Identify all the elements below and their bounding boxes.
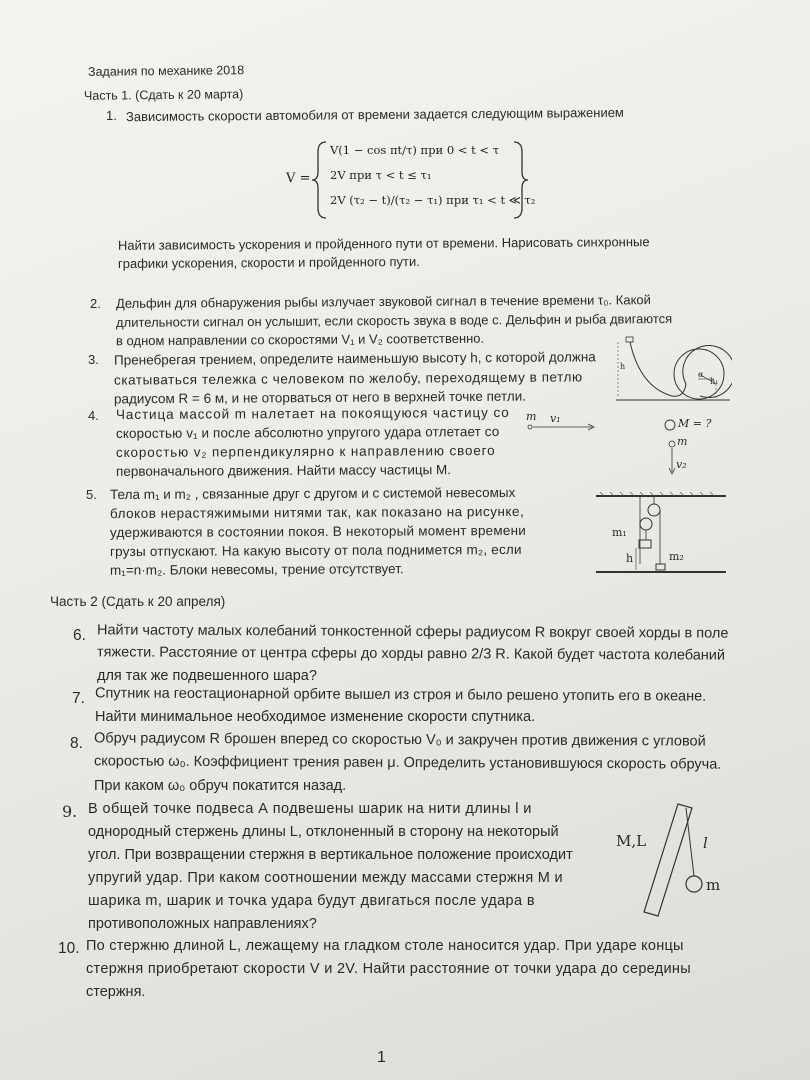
problem-text-line: скоростью v₂ перпендикулярно к направлению своего [115, 443, 496, 460]
collision-m2-label: m [677, 435, 688, 448]
collision-m-label: m [526, 410, 537, 423]
formula-lhs: V = [286, 171, 311, 186]
collision-v1-label: v₁ [550, 412, 561, 425]
problem-number: 6. [73, 627, 86, 644]
problem-number: 7. [72, 690, 85, 707]
pulley-m2-label: m₂ [669, 550, 684, 563]
problem-text-line: первоначального движения. Найти массу частицы M. [115, 462, 452, 479]
loop-h-label: h [620, 362, 626, 371]
problem-text-line: удерживаются в состоянии покоя. В некоторый момент времени [109, 522, 527, 541]
pulley-h-label: h [626, 552, 634, 565]
problem-text-line: стержня. [86, 984, 146, 1000]
problem-text-line: Найти минимальное необходимое изменение скорости спутника. [95, 709, 536, 725]
pendulum-drawing [616, 798, 736, 922]
problem-text-line: В общей точке подвеса А подвешены шарик на нити длины l и [88, 801, 532, 817]
problem-text-line: При каком ω₀ обруч покатится назад. [94, 778, 347, 794]
pendulum-figure [616, 798, 736, 922]
problem-text-line: стержня приобретают скорости V и 2V. Найти расстояние от точки удара до середины [86, 961, 691, 977]
problem-number: 10. [58, 940, 80, 957]
problem-text-line: упругий удар. При каком соотношении между массами стержня M и [88, 870, 563, 886]
pendulum-m-label: m [706, 876, 721, 894]
problem-text-line: Частица массой m налетает на покоящуюся частицу со [115, 404, 510, 423]
loop-track-drawing [612, 332, 732, 412]
problem-number: 8. [70, 735, 83, 752]
problem-text-line: Найти частоту малых колебаний тонкостенной сферы радиусом R вокруг своей хорды в поле [96, 622, 729, 642]
loop-alpha-label: α [698, 370, 704, 379]
problem-text-line: скатываться тележка с человеком по желобу, переходящему в петлю [113, 369, 583, 388]
problem-text-line: грузы отпускают. На какую высоту от пола поднимется m₂, если [109, 541, 522, 560]
formula-row-2: 2V при τ < t ≤ τ₁ [330, 168, 432, 182]
loop-figure [612, 332, 732, 412]
problem-text-line: Спутник на геостационарной орбите вышел из строя и было решено утопить его в океане. [94, 685, 707, 705]
problem-text-line: противоположных направлениях? [88, 916, 317, 932]
problem-text-line: длительности сигнал он услышит, если скорость звука в воде c. Дельфин и рыба двигаются [115, 311, 673, 330]
pulley-figure [594, 488, 734, 580]
document-title: Задания по механике 2018 [87, 63, 245, 79]
problem-number: 4. [88, 408, 99, 423]
problem-number: 1. [106, 108, 117, 123]
problem-text-line: m₁=n·m₂. Блоки невесомы, трение отсутствует. [109, 561, 404, 578]
formula-row-1: V(1 − cos πt/τ) при 0 < t < τ [330, 143, 500, 157]
problem-text-line: По стержню длиной L, лежащему на гладком столе наносится удар. При ударе концы [86, 938, 684, 954]
problem-text-line: для так же подвешенного шара? [97, 668, 317, 684]
problem-text-line: Зависимость скорости автомобиля от времени задается следующим выражением [125, 104, 624, 125]
problem-number: 9. [62, 802, 78, 821]
problem-text-line: Обруч радиусом R брошен вперед со скоростью V₀ и закручен против движения с угловой [93, 730, 706, 750]
problem-text-line: Найти зависимость ускорения и пройденного пути от времени. Нарисовать синхронные [117, 234, 650, 253]
problem-text-line: радиусом R = 6 м, и не оторваться от него в верхней точке петли. [113, 388, 527, 407]
problem-text-line: Пренебрегая трением, определите наименьшую высоту h, с которой должна [113, 349, 596, 368]
problem-text-line: графики ускорения, скорости и пройденного пути. [117, 253, 420, 272]
problem-text-line: скоростью ω₀. Коэффициент трения равен μ. Определить установившуюся скорость обруча. [93, 753, 722, 773]
collision-M-label: M = ? [678, 417, 712, 430]
collision-figure [524, 410, 734, 480]
problem-text-line: Тела m₁ и m₂ , связанные друг с другом и с системой невесомых [109, 484, 516, 503]
part1-heading: Часть 1. (Сдать к 20 марта) [83, 87, 244, 103]
problem-text-line: тяжести. Расстояние от центра сферы до хорды равно 2/3 R. Какой будет частота колебаний [96, 644, 726, 664]
problem-text-line: однородный стержень длины L, отклоненный в сторону на некоторый [88, 824, 559, 840]
part2-heading: Часть 2 (Сдать к 20 апреля) [50, 594, 226, 609]
pulley-m1-label: m₁ [612, 526, 627, 539]
problem-text-line: угол. При возвращении стержня в вертикальное положение происходит [88, 847, 573, 863]
collision-v2-label: v₂ [676, 458, 687, 471]
problem-text-line: шарика m, шарик и точка удара будут двигаться после удара в [88, 893, 536, 909]
pendulum-l-label: l [703, 834, 708, 852]
problem-text-line: в одном направлении со скоростями V₁ и V₂ соответственно. [115, 330, 485, 349]
problem-text-line: Дельфин для обнаружения рыбы излучает звуковой сигнал в течение времени τ₀. Какой [115, 292, 651, 311]
pendulum-ML-label: M,L [616, 832, 647, 850]
formula-row-3: 2V (τ₂ − t)/(τ₂ − τ₁) при τ₁ < t ≪ τ₂ [330, 193, 536, 207]
page-number: 1 [377, 1049, 386, 1066]
problem-number: 3. [88, 352, 99, 367]
problem-text-line: скоростью v₁ и после абсолютно упругого удара отлетает со [115, 423, 500, 442]
problem-number: 5. [86, 487, 97, 502]
problem-number: 2. [90, 296, 101, 311]
problem-text-line: блоков нерастяжимыми нитями так, как показано на рисунке, [109, 503, 525, 522]
loop-h1-label: h₁ [710, 377, 719, 386]
